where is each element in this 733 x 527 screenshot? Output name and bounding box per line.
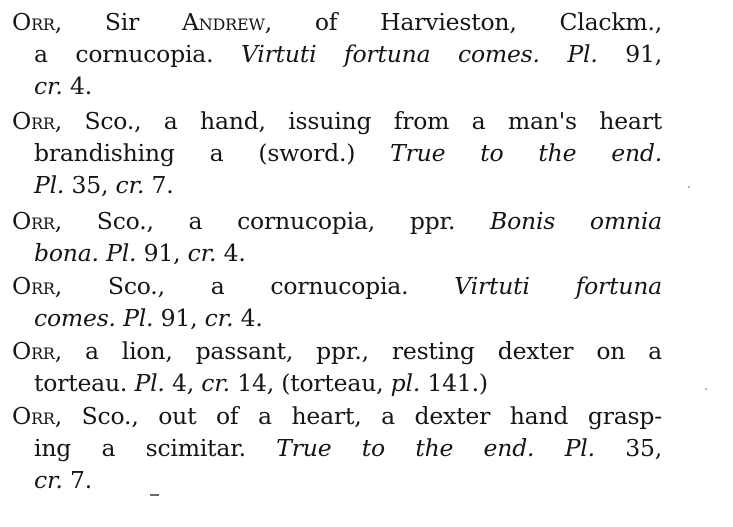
entry-line: Orr, Sco., a hand, issuing from a man's heart [12, 107, 662, 135]
ink-smudge [150, 494, 159, 496]
entry-line: Orr, Sco., a cornucopia, ppr. Bonis omnia [12, 207, 662, 235]
entry-orr-lion [12, 335, 662, 399]
plate-ref: Pl. [567, 40, 598, 68]
entry-orr-cornucopia [12, 270, 662, 334]
entry-line: ing a scimitar. True to the end. Pl. 35, [34, 434, 663, 462]
motto: True to the end. [390, 139, 662, 167]
entry-orr-hand-heart [12, 105, 662, 201]
surname: Orr [12, 107, 55, 135]
entry-orr-andrew [12, 6, 662, 102]
entry-orr-scimitar [12, 400, 662, 496]
entry-line: Orr, Sco., out of a heart, a dexter hand grasp- [12, 402, 662, 430]
entry-line: cr. 4. [34, 72, 92, 100]
ink-speck [705, 388, 707, 390]
surname: Orr [12, 8, 55, 36]
motto: comes. [34, 304, 116, 332]
entry-orr-cornucopia-ppr [12, 205, 662, 269]
entry-line: Orr, Sco., a cornucopia. Virtuti fortuna [12, 272, 662, 300]
surname: Orr [12, 337, 55, 365]
plate-ref: Pl. [564, 434, 595, 462]
motto: Virtuti fortuna comes. [240, 40, 540, 68]
motto: True to the end. [276, 434, 535, 462]
entry-line: Orr, a lion, passant, ppr., resting dexter on a [12, 337, 662, 365]
plate-ref: Pl. [123, 304, 154, 332]
entry-line: Pl. 35, cr. 7. [34, 171, 174, 199]
surname: Orr [12, 272, 55, 300]
crest-ref: cr. [204, 304, 234, 332]
entry-line: bona. Pl. 91, cr. 4. [34, 239, 246, 267]
motto: Virtuti fortuna [454, 272, 662, 300]
plate-ref: Pl. [106, 239, 137, 267]
entry-line: cr. 7. [34, 466, 92, 494]
forename: Andrew [181, 8, 265, 36]
ink-speck [688, 186, 690, 188]
motto: bona. [34, 239, 99, 267]
plate-ref: Pl. [134, 369, 165, 397]
entry-line: torteau. Pl. 4, cr. 14, (torteau, pl. 141.) [34, 369, 488, 397]
crest-ref: cr. [34, 466, 63, 494]
crest-ref: cr. [34, 72, 63, 100]
entry-line: brandishing a (sword.) True to the end. [34, 139, 662, 167]
surname: Orr [12, 207, 55, 235]
plate-ref: Pl. [34, 171, 65, 199]
motto: Bonis omnia [490, 207, 662, 235]
entry-line: Orr, Sir Andrew, of Harvieston, Clackm., [12, 8, 662, 36]
surname: Orr [12, 402, 55, 430]
crest-ref: cr. [115, 171, 145, 199]
plate-ref: pl. [390, 369, 421, 397]
entry-line: comes. Pl. 91, cr. 4. [34, 304, 263, 332]
crest-ref: cr. [201, 369, 230, 397]
entry-line: a cornucopia. Virtuti fortuna comes. Pl. 91, [34, 40, 662, 68]
crest-ref: cr. [187, 239, 217, 267]
